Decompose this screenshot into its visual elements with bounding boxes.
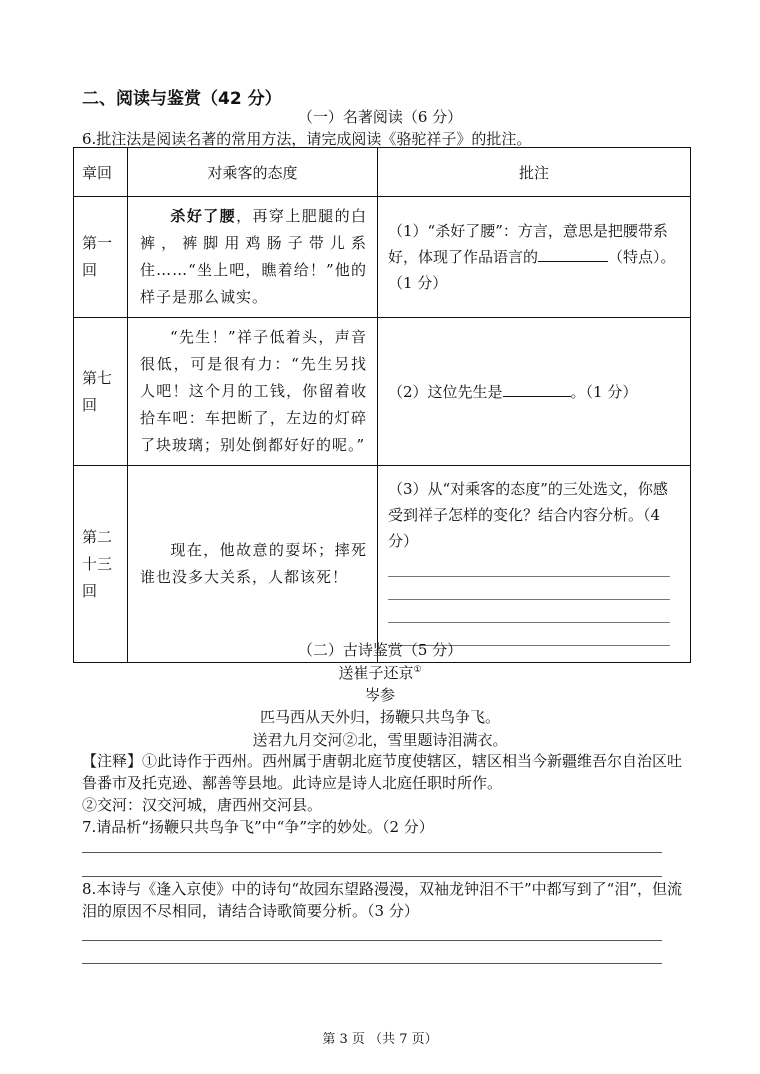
table-row [74,318,691,466]
bold-quote: 杀好了腰 [170,207,237,225]
note-cell: （2）这位先生是 。（1 分） [378,318,691,466]
attitude-cell: 杀好了腰，再穿上肥腿的白裤，裤脚用鸡肠子带儿系住……“坐上吧，瞧着给！”他的样子是那么诚实。 [128,197,378,318]
attitude-cell: “先生！”祥子低着头，声音很低，可是很有力：“先生另找人吧！这个月的工钱，你留着收拾车吧：车把断了，左边的灯碎了块玻璃；别处倒都好好的呢。” [128,318,378,466]
poem-line-2: 送君九月交河②北，雪里题诗泪满衣。 [252,731,508,749]
chapter-cell: 第一 回 [74,197,128,318]
chapter-cell: 第七 回 [74,318,128,466]
header-chapter: 章回 [74,148,128,197]
header-note: 批注 [378,148,691,197]
annotation-table [73,147,691,663]
question-6: 6.批注法是阅读名著的常用方法，请完成阅读《骆驼祥子》的批注。 [82,130,532,148]
answer-line[interactable] [82,852,662,853]
section-title: 二、阅读与鉴赏（42 分） [82,89,282,109]
answer-line[interactable] [82,876,662,877]
attitude-cell: 现在，他故意的耍坏；摔死谁也没多大关系，人都该死！ [128,466,378,663]
part2-title: （二）古诗鉴赏（5 分） [297,641,463,659]
poem-note-2: ②交河：汉交河城，唐西州交河县。 [82,796,323,814]
answer-line[interactable] [388,554,670,577]
poem-author: 岑参 [364,686,395,704]
part1-title: （一）名著阅读（6 分） [297,108,463,126]
answer-line[interactable] [82,940,662,941]
table-header-row [74,148,691,197]
note-cell: （1）“杀好了腰”：方言，意思是把腰带系好，体现了作品语言的 （特点）。（1 分） [378,197,691,318]
table-row [74,466,691,663]
answer-line[interactable] [388,577,670,600]
note-cell: （3）从“对乘客的态度”的三处选文，你感受到祥子怎样的变化？结合内容分析。（4 分） [378,466,691,663]
answer-blank[interactable] [503,380,571,397]
question-7: 7.请品析“扬鞭只共鸟争飞”中“争”字的妙处。（2 分） [82,818,434,836]
chapter-cell: 第二 十三 回 [74,466,128,663]
answer-line[interactable] [388,600,670,623]
poem-line-1: 匹马西从天外归，扬鞭只共鸟争飞。 [259,708,500,726]
poem-title: 送崔子还京① [338,664,422,682]
page-footer: 第 3 页 （共 7 页） [322,1032,438,1047]
poem-note-1: 【注释】①此诗作于西州。西州属于唐朝北庭节度使辖区，辖区相当今新疆维吾尔自治区吐鲁番市及托克逊、鄯善等县地。此诗应是诗人北庭任职时所作。 [82,752,683,792]
answer-line[interactable] [82,963,662,964]
header-attitude: 对乘客的态度 [128,148,378,197]
table-row [74,197,691,318]
question-8: 8.本诗与《逢入京使》中的诗句“故园东望路漫漫，双袖龙钟泪不干”中都写到了“泪”，但流泪的原因不尽相同，请结合诗歌简要分析。（3 分） [82,880,682,920]
answer-blank[interactable] [538,245,608,262]
